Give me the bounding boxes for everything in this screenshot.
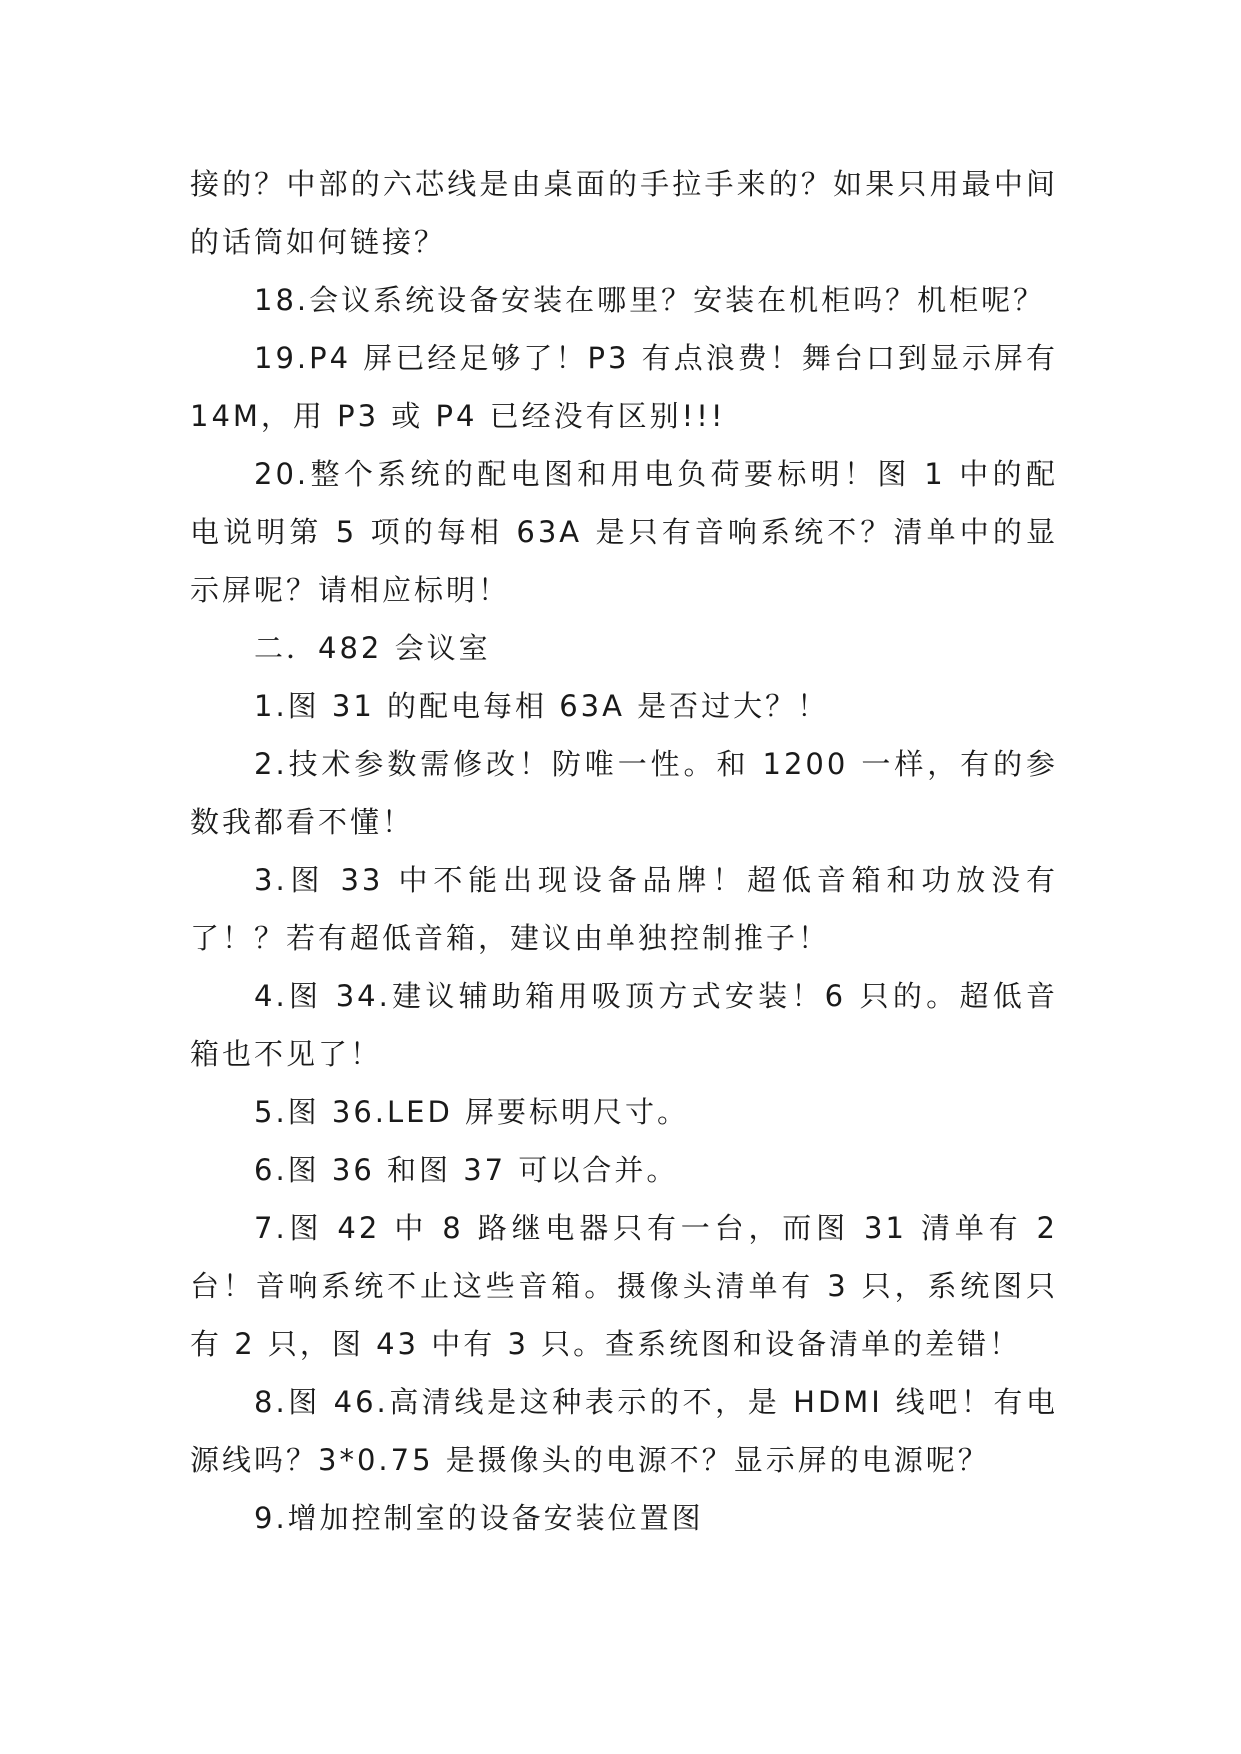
- paragraph-item-4: 4.图 34.建议辅助箱用吸顶方式安装！6 只的。超低音箱也不见了！: [190, 979, 1058, 1071]
- section-heading-482: 二．482 会议室: [254, 631, 491, 665]
- paragraph-item-7: 7.图 42 中 8 路继电器只有一台，而图 31 清单有 2 台！音响系统不止这些音箱。摄像头清单有 3 只，系统图只有 2 只，图 43 中有 3 只。查系统图和设备清单的差错！: [190, 1211, 1058, 1361]
- paragraph-item-19: 19.P4 屏已经足够了！P3 有点浪费！舞台口到显示屏有 14M，用 P3 或 P4 已经没有区别!!!: [190, 341, 1058, 433]
- paragraph-item-1: 1.图 31 的配电每相 63A 是否过大？！: [254, 689, 830, 723]
- paragraph-item-20: 20.整个系统的配电图和用电负荷要标明！图 1 中的配电说明第 5 项的每相 63A 是只有音响系统不？清单中的显示屏呢？请相应标明！: [190, 457, 1058, 607]
- paragraph-item-2: 2.技术参数需修改！防唯一性。和 1200 一样，有的参数我都看不懂！: [190, 747, 1058, 839]
- paragraph-continuation: 接的？中部的六芯线是由桌面的手拉手来的？如果只用最中间的话筒如何链接？: [190, 167, 1058, 259]
- paragraph-item-9: 9.增加控制室的设备安装位置图: [254, 1501, 704, 1535]
- paragraph-item-5: 5.图 36.LED 屏要标明尺寸。: [254, 1095, 690, 1129]
- paragraph-item-3: 3.图 33 中不能出现设备品牌！超低音箱和功放没有了！？若有超低音箱，建议由单独控制推子！: [190, 863, 1058, 955]
- paragraph-item-8: 8.图 46.高清线是这种表示的不，是 HDMI 线吧！有电源线吗？3*0.75 是摄像头的电源不？显示屏的电源呢？: [190, 1385, 1058, 1477]
- paragraph-item-6: 6.图 36 和图 37 可以合并。: [254, 1153, 679, 1187]
- document-body: [190, 155, 1058, 1547]
- paragraph-item-18: 18.会议系统设备安装在哪里？安装在机柜吗？机柜呢？: [254, 283, 1046, 317]
